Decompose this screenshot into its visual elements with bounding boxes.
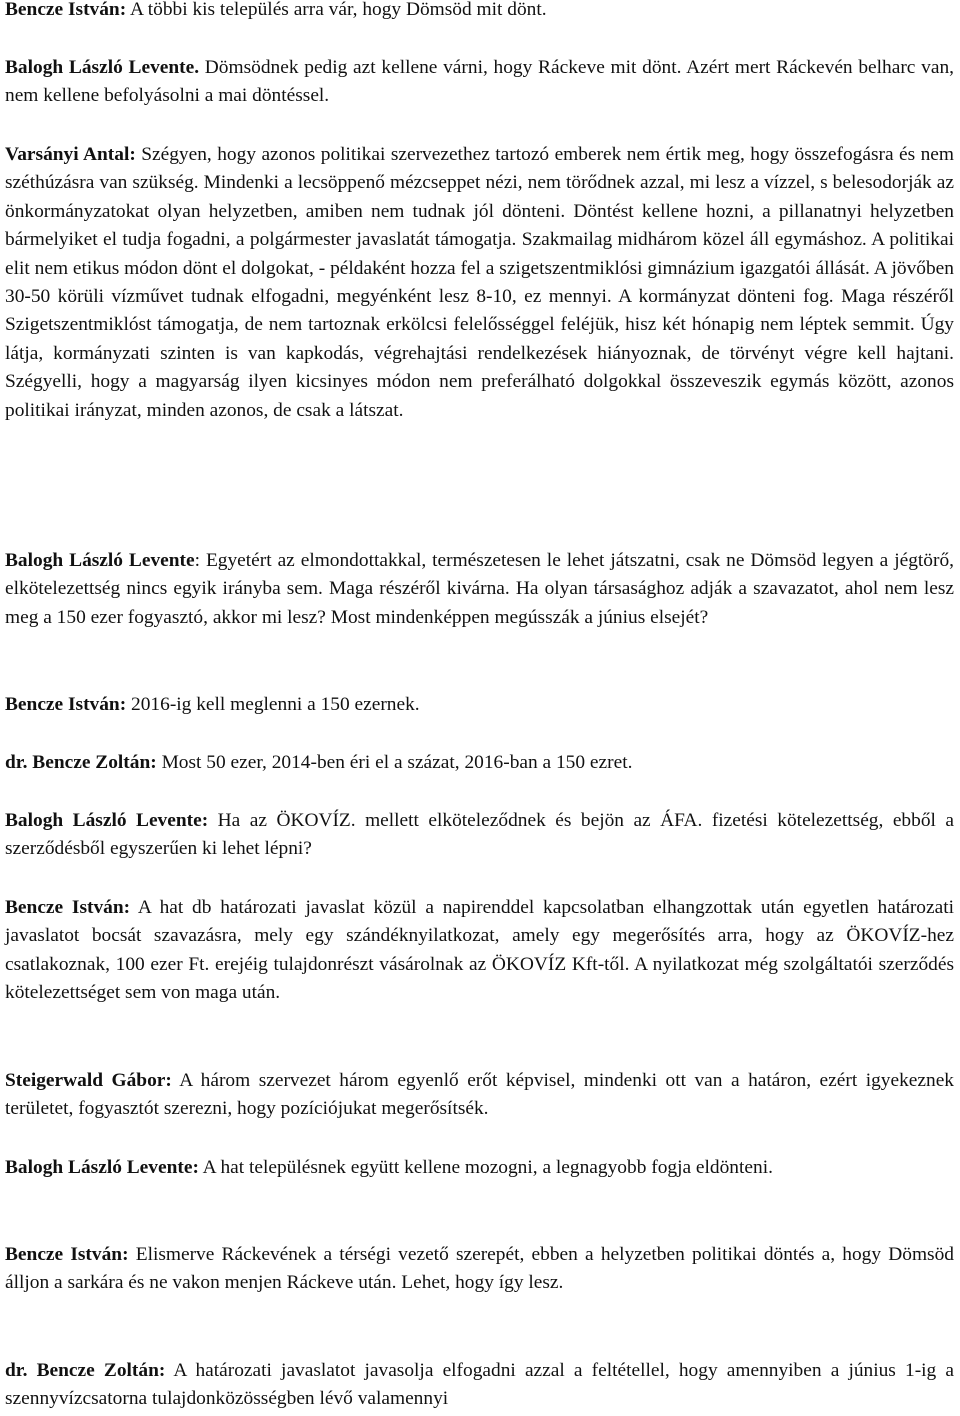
paragraph-dr-bencze-zoltan-1 (5, 749, 954, 777)
paragraph-text: Elismerve Ráckevének a térségi vezető szerepét, ebben a helyzetben politikai döntés a, hogy Dömsöd álljon a sarkára és ne vakon menjen Ráckeve után. Lehet, hogy így lesz. (5, 1244, 954, 1294)
paragraph-text: A többi kis település arra vár, hogy Dömsöd mit dönt. (126, 0, 547, 20)
paragraph-varsanyi-antal (5, 141, 954, 425)
paragraph-text: Szégyen, hogy azonos politikai szervezethez tartozó emberek nem értik meg, hogy összefogásra és nem széthúzásra van szükség. Mindenki a lecsöppenő mézcseppet nézi, nem törődnek azzal, mi lesz a vízzel, s belesodorják az önkormányzatokat olyan helyzetben, amiben nem tudnak jól dönteni. Döntést kellene hozni, a pillanatnyi helyzetben bármelyiket el tudja fogadni, a polgármester javaslatát támogatja. Szakmailag midhárom közel áll egymáshoz. A politikai elit nem etikus módon dönt el dolgokat, - példaként hozza fel a szigetszentmiklósi gimnázium igazgatói állását. A jövőben 30-50 körüli vízművet tudnak elfogadni, megyénként lesz 8-10, ez mennyi. A kormányzat dönteni fog. Maga részéről Szigetszentmiklóst támogatja, de nem tartoznak erkölcsi felelősséggel feléjük, hisz két hónapig nem léptek semmit. Úgy látja, kormányzati szinten is van kapkodás, végrehajtási rendelkezések hiányoznak, de törvényt végre kell hajtani. Szégyelli, hogy a magyarság ilyen kicsinyes módon nem preferálható dolgokkal összeveszik egymás között, azonos politikai irányzat, minden azonos, de csak a látszat. (5, 144, 954, 421)
speaker-name: Varsányi Antal: (5, 144, 136, 165)
paragraph-text: Ha az ÖKOVÍZ. mellett elköteleződnek és bejön az ÁFA. fizetési kötelezettség, ebből a szerződésből egyszerűen ki lehet lépni? (5, 810, 954, 860)
speaker-name: Bencze István: (5, 897, 131, 918)
paragraph-balogh-laszlo-levente-1 (5, 54, 954, 111)
paragraph-bencze-istvan-1 (5, 0, 954, 24)
speaker-name: Balogh László Levente. (5, 57, 200, 78)
speaker-name: dr. Bencze Zoltán: (5, 1360, 166, 1381)
paragraph-bencze-istvan-3 (5, 894, 954, 1008)
paragraph-balogh-laszlo-levente-2 (5, 547, 954, 632)
speaker-name: Balogh László Levente: (5, 1157, 199, 1178)
paragraph-text: A hat településnek együtt kellene mozogni, a legnagyobb fogja eldönteni. (198, 1157, 773, 1178)
speaker-name: Balogh László Levente (5, 550, 195, 571)
paragraph-text: A határozati javaslatot javasolja elfogadni azzal a feltétellel, hogy amennyiben a június 1-ig a szennyvízcsatorna tulajdonközösségben lévő valamennyi (5, 1360, 954, 1410)
paragraph-text: Most 50 ezer, 2014-ben éri el a százat, 2016-ban a 150 ezret. (156, 752, 633, 773)
paragraph-text: Dömsödnek pedig azt kellene várni, hogy Ráckeve mit dönt. Azért mert Ráckevén belharc van, nem kellene befolyásolni a mai döntéssel. (5, 57, 954, 107)
speaker-name: Bencze István: (5, 0, 127, 20)
paragraph-bencze-istvan-4 (5, 1241, 954, 1298)
paragraph-text: 2016-ig kell meglenni a 150 ezernek. (126, 694, 420, 715)
speaker-name: Bencze István: (5, 694, 127, 715)
paragraph-text: A három szervezet három egyenlő erőt képvisel, mindenki ott van a határon, ezért igyekeznek területet, fogyasztót szerezni, hogy pozíciójukat megerősítsék. (5, 1070, 954, 1120)
paragraph-steigerwald-gabor (5, 1067, 954, 1124)
speaker-name: Bencze István: (5, 1244, 129, 1265)
paragraph-bencze-istvan-2 (5, 691, 954, 719)
paragraph-balogh-laszlo-levente-4 (5, 1154, 954, 1182)
speaker-name: dr. Bencze Zoltán: (5, 752, 157, 773)
paragraph-dr-bencze-zoltan-2 (5, 1357, 954, 1414)
paragraph-text: A hat db határozati javaslat közül a napirenddel kapcsolatban elhangzottak után egyetlen határozati javaslatot bocsát szavazásra, mely egy szándéknyilatkozat, amely egy megerősítés arra, hogy az ÖKOVÍZ-hez csatlakoznak, 100 ezer Ft. erejéig tulajdonrészt vásárolnak az ÖKOVÍZ Kft-től. A nyilatkozat még szolgáltatói szerződés kötelezettséget sem von maga után. (5, 897, 954, 1004)
speaker-name: Balogh László Levente: (5, 810, 209, 831)
paragraph-balogh-laszlo-levente-3 (5, 807, 954, 864)
paragraph-text: : Egyetért az elmondottakkal, természetesen le lehet játszatni, csak ne Dömsöd legyen a jégtörő, elkötelezettség nincs egyik irányba sem. Maga részéről kivárna. Ha olyan társasághoz adják a szavazatot, ahol nem lesz meg a 150 ezer fogyasztó, akkor mi lesz? Most mindenképpen megússzák a június elsejét? (5, 550, 954, 628)
speaker-name: Steigerwald Gábor: (5, 1070, 172, 1091)
